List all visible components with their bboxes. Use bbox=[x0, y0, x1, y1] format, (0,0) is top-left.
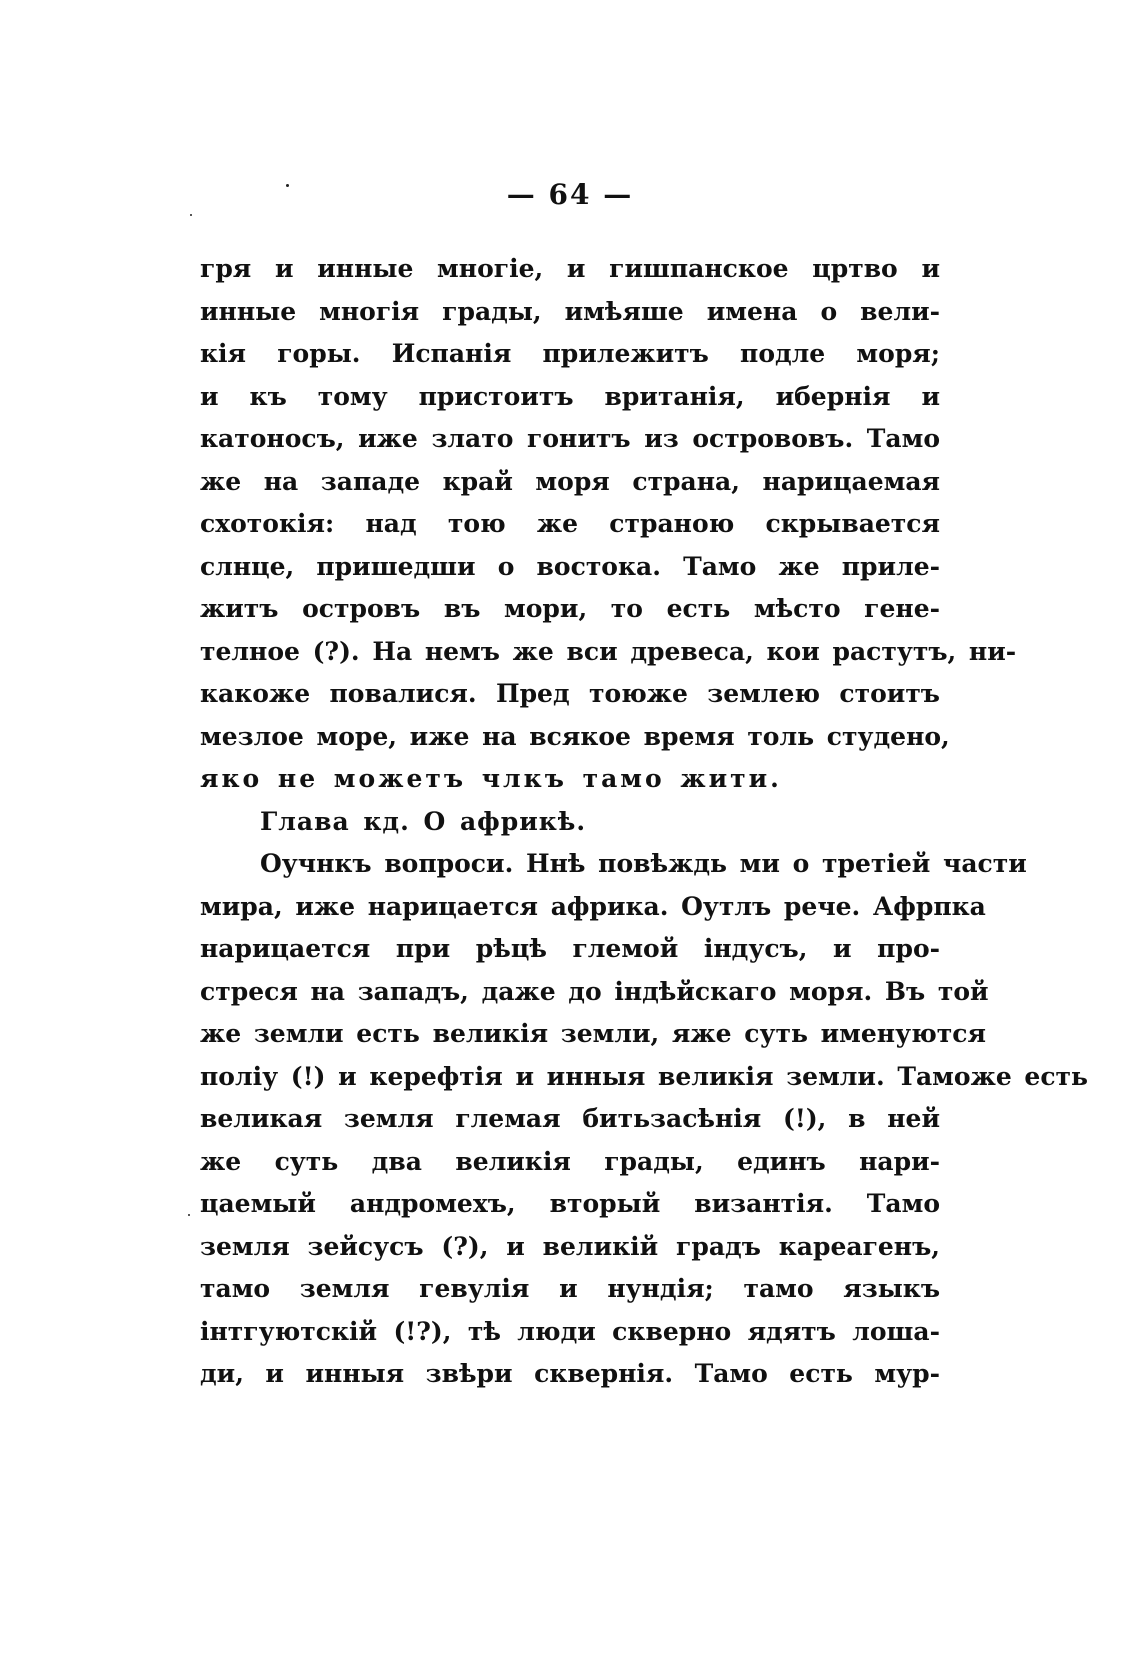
text-line: поліу (!) и керефтія и инныя великія земли. Таможе есть bbox=[200, 1061, 1089, 1091]
text-line: слнце, пришедши о востока. Тамо же приле- bbox=[200, 551, 940, 581]
text-line: телное (?). На немъ же вси древеса, кои растутъ, ни- bbox=[200, 636, 1017, 666]
text-line: Оучнкъ вопроси. Ннѣ повѣждь ми о третіей части bbox=[260, 849, 1027, 878]
text-line: же на западе край моря страна, нарицаемая bbox=[200, 466, 940, 496]
text-line: інтгуютскій (!?), тѣ люди скверно ядятъ лоша- bbox=[200, 1316, 940, 1346]
text-line: какоже повалися. Пред тоюже землею стоитъ bbox=[200, 679, 940, 708]
text-line: житъ островъ въ мори, то есть мѣсто гене- bbox=[200, 594, 940, 623]
ink-speck bbox=[188, 1214, 190, 1216]
text-line: же земли есть великія земли, яже суть именуются bbox=[200, 1019, 986, 1048]
text-line: яко не можетъ члкъ тамо жити. bbox=[200, 764, 782, 793]
text-line: ди, и инныя звѣри сквернія. Тамо есть мур- bbox=[200, 1359, 940, 1388]
text-line: нарицается при рѣцѣ глемой індусъ, и про- bbox=[200, 934, 940, 963]
text-line: цаемый андромехъ, вторый византія. Тамо bbox=[200, 1189, 940, 1218]
text-line: мезлое море, иже на всякое время толь студено, bbox=[200, 721, 950, 751]
ink-speck bbox=[190, 214, 192, 216]
body-text bbox=[200, 248, 1089, 1396]
text-line: стреся на западъ, даже до індѣйскаго моря. Въ той bbox=[200, 976, 989, 1006]
text-line: земля зейсусъ (?), и великій градъ кареагенъ, bbox=[200, 1231, 940, 1261]
text-line: и къ тому пристоитъ вританія, ибернія и bbox=[200, 381, 940, 411]
text-line: великая земля глемая битьзасѣнія (!), в ней bbox=[200, 1104, 940, 1133]
text-line: инные многія грады, имѣяше имена о вели- bbox=[200, 296, 940, 326]
page-number: — 64 — bbox=[506, 178, 634, 211]
text-line: же суть два великія грады, единъ нари- bbox=[200, 1146, 940, 1176]
text-line: схотокія: над тою же страною скрывается bbox=[200, 509, 940, 538]
text-line: гря и инные многіе, и гишпанское цртво и bbox=[200, 254, 940, 283]
text-line: тамо земля гевулія и нундія; тамо языкъ bbox=[200, 1274, 940, 1303]
text-line: кія горы. Испанія прилежитъ подле моря; bbox=[200, 339, 940, 368]
chapter-heading: Глава кд. О африкѣ. bbox=[260, 806, 587, 836]
text-line: мира, иже нарицается африка. Оутлъ рече. Афрпка bbox=[200, 891, 986, 921]
text-line: катоносъ, иже злато гонитъ из острововъ. Тамо bbox=[200, 424, 940, 453]
